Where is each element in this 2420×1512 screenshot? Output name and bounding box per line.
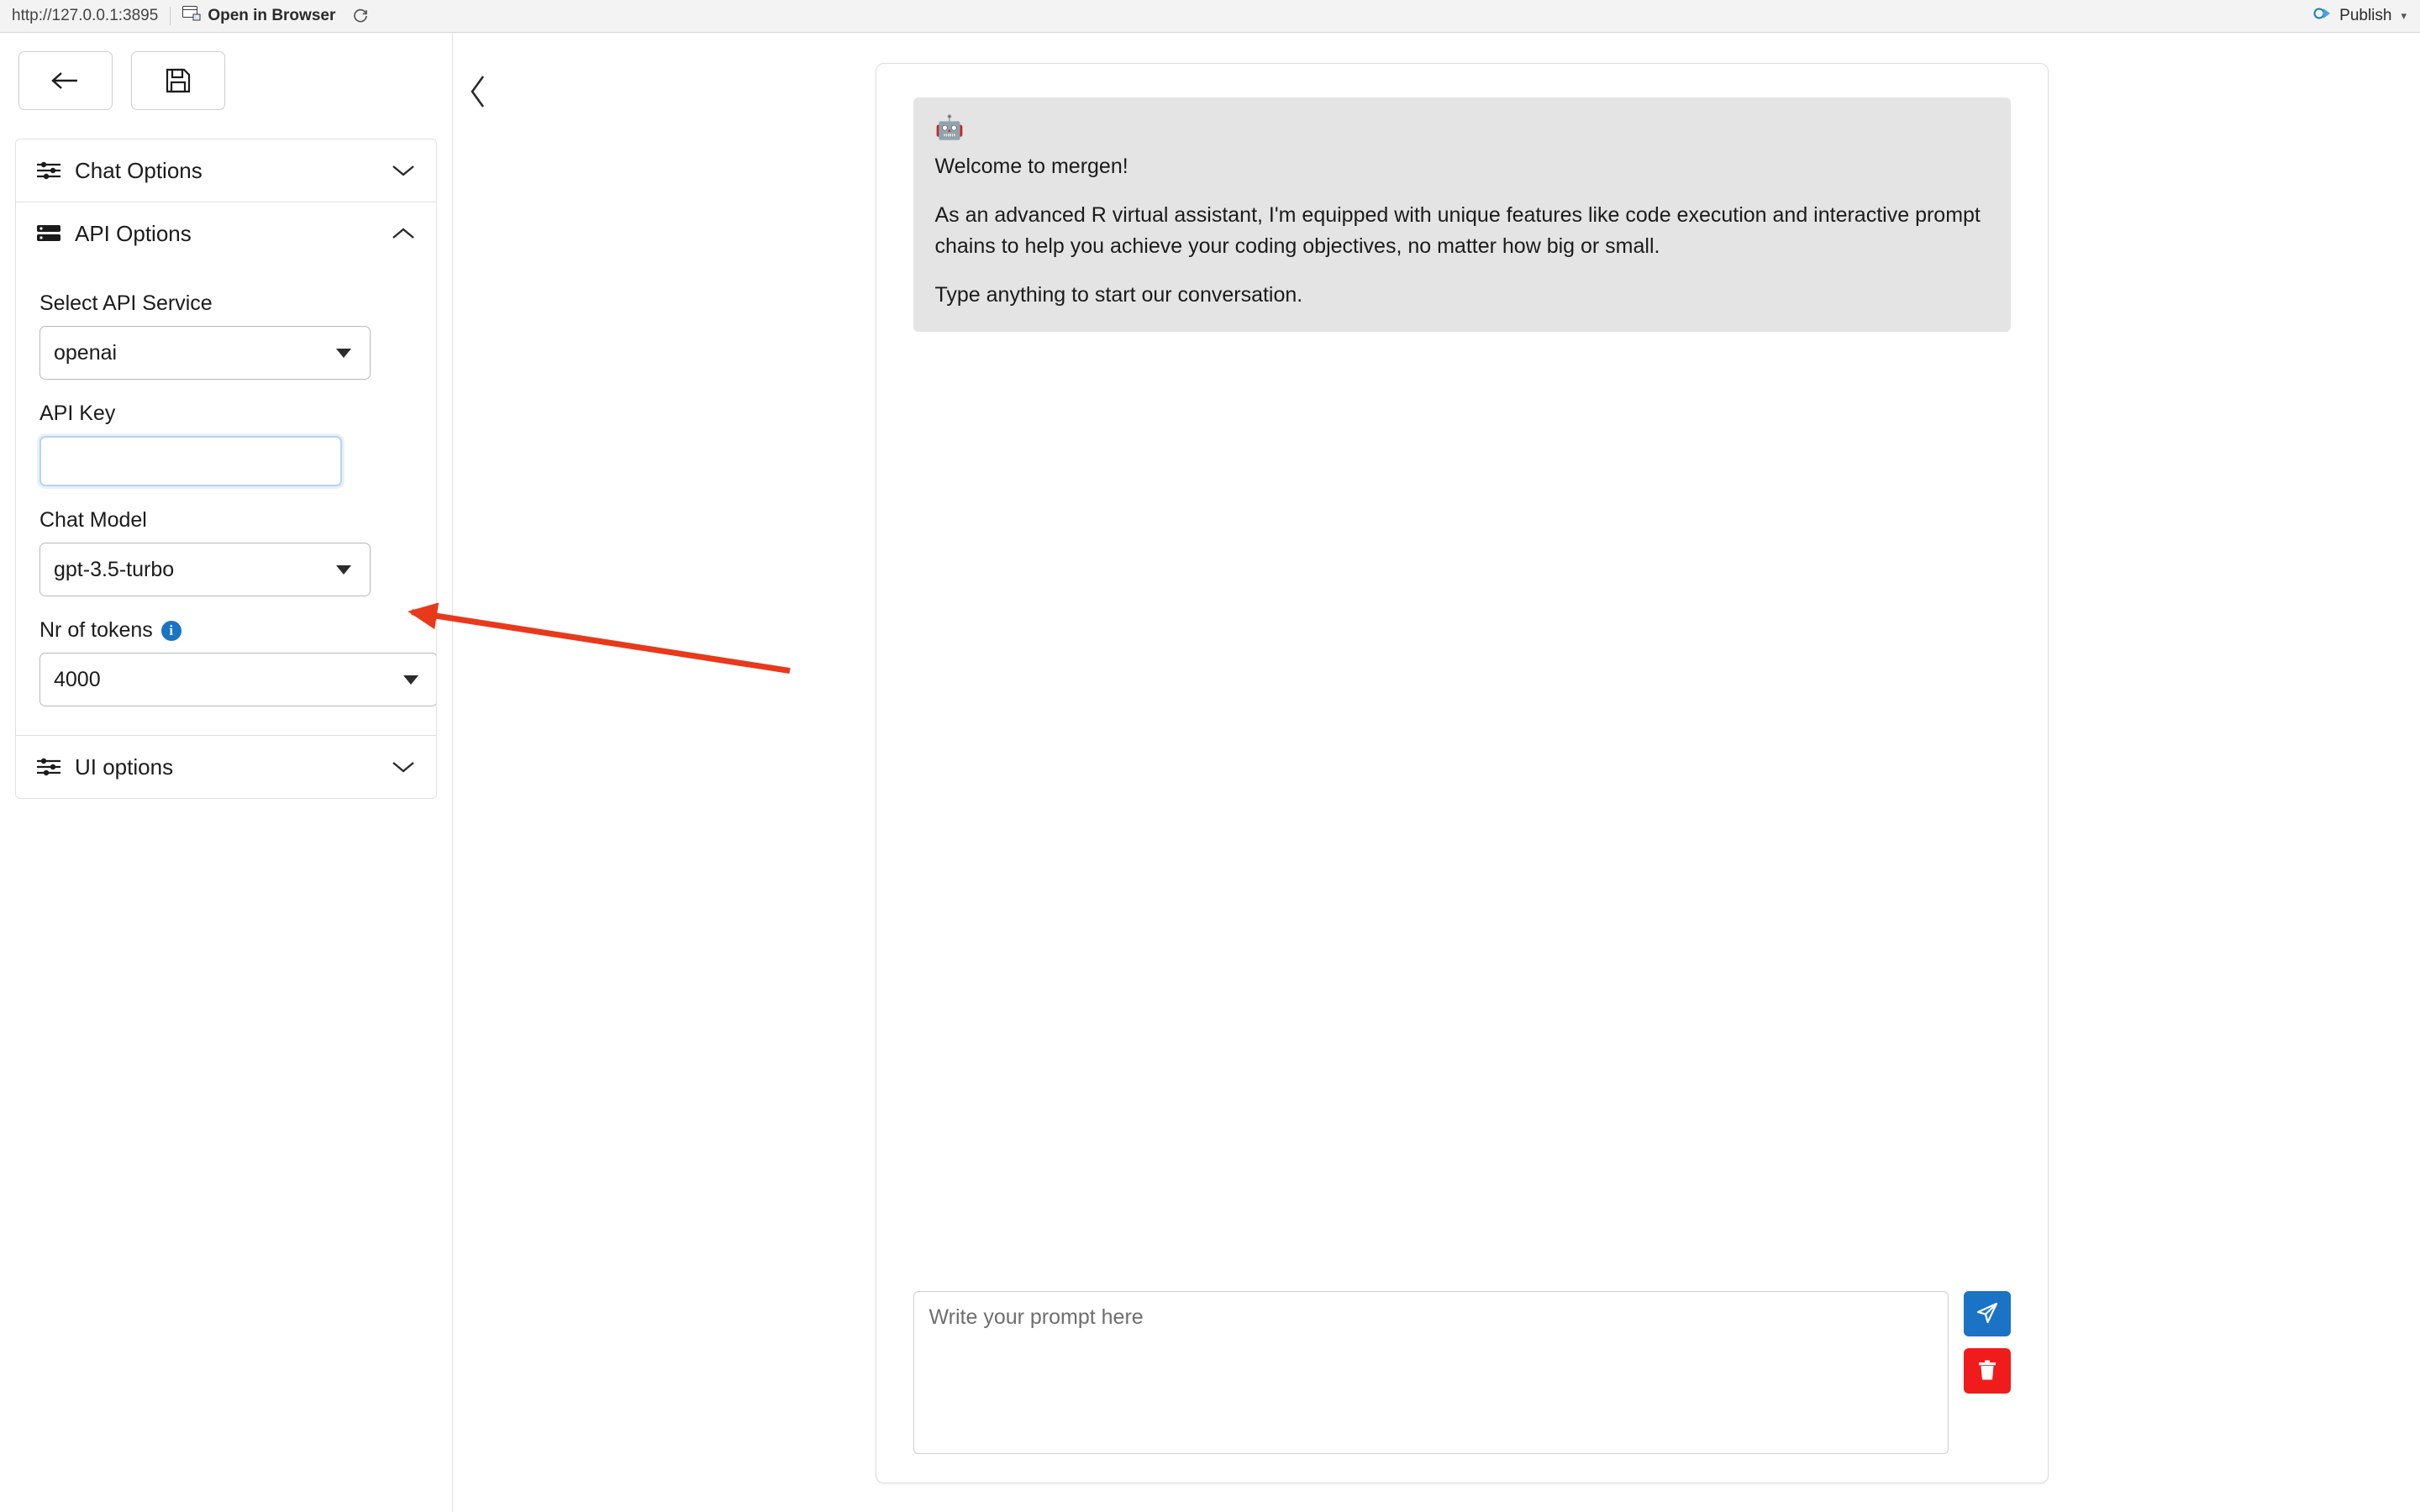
ui-options-label: UI options bbox=[75, 753, 174, 780]
open-in-browser-button[interactable] bbox=[182, 6, 335, 26]
send-button[interactable] bbox=[1964, 1291, 2011, 1336]
chat-model-value: gpt-3.5-turbo bbox=[54, 557, 175, 581]
sidebar-item-ui-options[interactable] bbox=[16, 736, 436, 798]
reload-icon[interactable] bbox=[352, 8, 369, 24]
chat-message-spacer bbox=[913, 332, 2011, 1291]
publish-icon bbox=[2313, 5, 2332, 27]
assistant-message-line-2: As an advanced R virtual assistant, I'm equipped with unique features like code execution and interactive prompt chains to help you achieve your coding objectives, no matter how big or small. bbox=[934, 203, 1981, 258]
accordion-section-ui-options bbox=[16, 735, 436, 798]
viewer-toolbar bbox=[0, 0, 2420, 33]
chat-area bbox=[503, 33, 2420, 1512]
prompt-input[interactable] bbox=[913, 1291, 1949, 1454]
chevron-down-icon[interactable] bbox=[391, 759, 416, 774]
save-button[interactable] bbox=[131, 51, 225, 110]
sidebar-toolbar bbox=[0, 33, 452, 110]
back-arrow-icon bbox=[50, 70, 82, 92]
chevron-down-icon bbox=[336, 349, 351, 358]
sidebar-collapse-button[interactable] bbox=[453, 33, 503, 1512]
sidebar-item-chat-options[interactable] bbox=[16, 139, 436, 202]
accordion-section-chat-options bbox=[16, 139, 436, 202]
assistant-message-line-3: Type anything to start our conversation. bbox=[934, 282, 1303, 307]
api-options-label: API Options bbox=[75, 220, 192, 246]
clear-chat-button[interactable] bbox=[1964, 1348, 2011, 1394]
accordion-section-api-options bbox=[16, 202, 436, 735]
api-service-value: openai bbox=[54, 340, 118, 365]
sidebar-panel bbox=[0, 33, 453, 1512]
assistant-message bbox=[913, 97, 2011, 332]
publish-caret-icon[interactable]: ▾ bbox=[2401, 9, 2407, 22]
sliders-icon bbox=[36, 161, 65, 180]
back-button[interactable] bbox=[18, 51, 113, 110]
save-disk-icon bbox=[166, 68, 191, 93]
nr-of-tokens-value: 4000 bbox=[54, 667, 101, 691]
chevron-down-icon bbox=[336, 565, 351, 575]
prompt-actions bbox=[1964, 1291, 2011, 1394]
server-icon bbox=[36, 223, 65, 244]
nr-of-tokens-label bbox=[39, 618, 413, 643]
chat-options-label: Chat Options bbox=[75, 157, 203, 183]
chat-model-select[interactable] bbox=[39, 543, 371, 596]
toolbar-divider bbox=[170, 7, 171, 25]
chat-model-label: Chat Model bbox=[39, 508, 147, 532]
app-url: http://127.0.0.1:3895 bbox=[12, 7, 159, 24]
api-service-select[interactable] bbox=[39, 326, 371, 380]
open-in-browser-label: Open in Browser bbox=[208, 7, 336, 24]
select-api-service-label: Select API Service bbox=[39, 291, 213, 315]
app-body bbox=[0, 33, 2420, 1512]
chevron-down-icon bbox=[403, 675, 418, 685]
chat-card bbox=[876, 63, 2049, 1483]
sidebar-item-api-options[interactable] bbox=[16, 202, 436, 265]
api-key-input[interactable] bbox=[39, 436, 342, 486]
assistant-message-line-1: Welcome to mergen! bbox=[934, 155, 1128, 178]
options-accordion bbox=[15, 139, 437, 799]
chevron-down-icon[interactable] bbox=[391, 163, 416, 178]
trash-can-icon bbox=[1976, 1358, 1998, 1384]
publish-button[interactable] bbox=[2313, 0, 2407, 32]
send-paper-plane-icon bbox=[1975, 1301, 1999, 1327]
prompt-row bbox=[913, 1291, 2011, 1454]
nr-of-tokens-text: Nr of tokens bbox=[39, 618, 153, 642]
info-icon[interactable]: i bbox=[161, 621, 182, 641]
publish-label: Publish bbox=[2339, 7, 2392, 24]
robot-icon: 🤖 bbox=[934, 114, 965, 140]
browser-window-icon bbox=[182, 6, 201, 26]
chevron-up-icon[interactable] bbox=[391, 226, 416, 241]
chevron-left-icon bbox=[467, 73, 489, 114]
sliders-icon bbox=[36, 758, 65, 776]
api-key-label: API Key bbox=[39, 402, 116, 425]
api-options-body bbox=[16, 265, 436, 735]
nr-of-tokens-select[interactable] bbox=[39, 653, 437, 706]
